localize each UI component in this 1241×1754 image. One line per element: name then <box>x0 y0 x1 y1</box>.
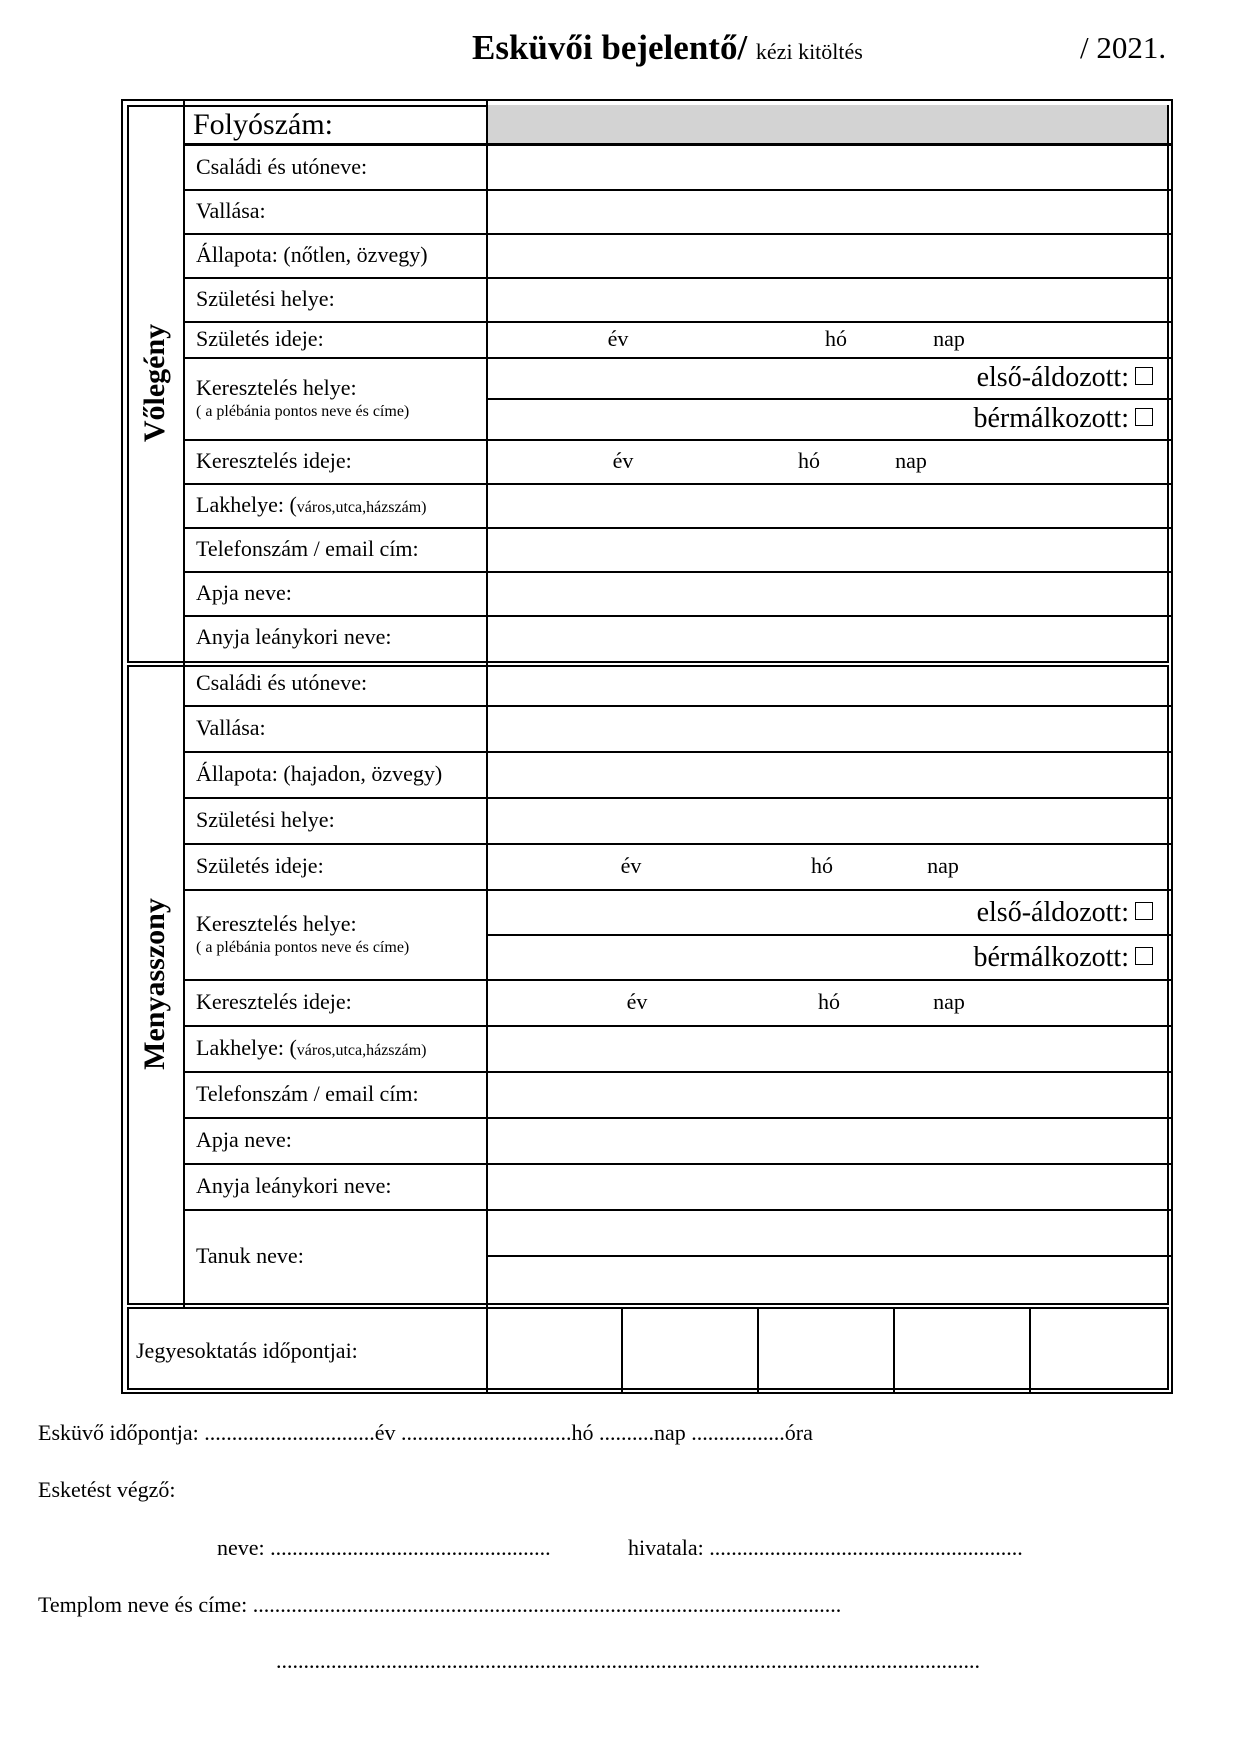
document-subtitle: kézi kitöltés <box>755 39 863 64</box>
bride-name-label: Családi és utóneve: <box>196 670 368 695</box>
church-line: Templom neve és címe: ........................................................................................................... <box>38 1592 842 1617</box>
officiant-label: Esketést végző: <box>38 1477 176 1502</box>
groom-baptism-place-note: ( a plébánia pontos neve és címe) <box>196 403 410 420</box>
bride-address-label: Lakhelye: (város,utca,házszám) <box>196 1035 427 1060</box>
witnesses-label: Tanuk neve: <box>196 1243 304 1268</box>
bride-confirmed-checkbox[interactable] <box>1135 947 1153 965</box>
bride-birthdate-label: Születés ideje: <box>196 853 324 878</box>
groom-father-label: Apja neve: <box>196 580 292 605</box>
groom-birthplace-label: Születési helye: <box>196 286 335 311</box>
row-divider <box>183 1025 1171 1027</box>
folyoszam-divider <box>183 143 1171 146</box>
row-divider <box>183 843 1171 845</box>
row-divider <box>183 979 1171 981</box>
bride-birth-day: nap <box>927 853 959 878</box>
bride-baptism-place-note: ( a plébánia pontos neve és címe) <box>196 939 410 956</box>
folyoszam-label: Folyószám: <box>193 108 333 141</box>
bride-baptism-date-label: Keresztelés ideje: <box>196 989 352 1014</box>
row-divider <box>183 797 1171 799</box>
document-year: / 2021. <box>1080 30 1167 65</box>
course-divider-4 <box>1029 1307 1031 1394</box>
row-divider <box>183 705 1171 707</box>
wedding-time-line: Esküvő időpontja: ...............................év ...............................hó ..........nap .................óra <box>38 1420 813 1445</box>
course-divider-2 <box>757 1307 759 1394</box>
groom-mother-label: Anyja leánykori neve: <box>196 624 392 649</box>
label-value-divider <box>486 101 488 1394</box>
row-divider <box>183 189 1171 191</box>
folyoszam-field[interactable] <box>488 105 1167 143</box>
row-divider <box>183 483 1171 485</box>
groom-birth-year: év <box>607 326 629 351</box>
bride-baptism-place-label: Keresztelés helye: <box>196 911 357 936</box>
course-divider-1 <box>621 1307 623 1394</box>
row-divider <box>183 615 1171 617</box>
church-line-continuation: ................................................................................................................................ <box>276 1648 980 1673</box>
groom-religion-label: Vallása: <box>196 198 266 223</box>
bride-baptism-year: év <box>626 989 648 1014</box>
groom-confirmed-checkbox[interactable] <box>1135 408 1153 426</box>
officiant-office-line: hivatala: ......................................................... <box>628 1535 1023 1560</box>
groom-birth-month: hó <box>825 326 847 351</box>
groom-baptism-year: év <box>612 448 634 473</box>
row-divider <box>183 1117 1171 1119</box>
row-divider <box>183 277 1171 279</box>
row-divider <box>183 571 1171 573</box>
groom-baptism-date-label: Keresztelés ideje: <box>196 448 352 473</box>
groom-contact-label: Telefonszám / email cím: <box>196 536 419 561</box>
row-divider <box>183 527 1171 529</box>
row-divider <box>486 1255 1171 1257</box>
groom-address-label: Lakhelye: (város,utca,házszám) <box>196 492 427 517</box>
bride-birthplace-label: Születési helye: <box>196 807 335 832</box>
bride-birth-year: év <box>620 853 642 878</box>
course-dates-label: Jegyesoktatás időpontjai: <box>136 1338 358 1363</box>
bride-baptism-month: hó <box>818 989 840 1014</box>
bride-confirmed: bérmálkozott: <box>973 942 1153 974</box>
bride-first-communion-checkbox[interactable] <box>1135 902 1153 920</box>
row-divider <box>183 321 1171 323</box>
groom-baptism-day: nap <box>895 448 927 473</box>
bride-religion-label: Vallása: <box>196 715 266 740</box>
row-divider <box>486 398 1171 400</box>
row-divider <box>486 934 1171 936</box>
row-divider <box>183 233 1171 235</box>
bride-mother-label: Anyja leánykori neve: <box>196 1173 392 1198</box>
groom-confirmed: bérmálkozott: <box>973 403 1153 435</box>
bride-status-label: Állapota: (hajadon, özvegy) <box>196 761 443 786</box>
row-divider <box>183 1209 1171 1211</box>
officiant-name-line: neve: ................................................... <box>217 1535 551 1560</box>
row-divider <box>183 751 1171 753</box>
row-divider <box>183 1071 1171 1073</box>
groom-baptism-place-label: Keresztelés helye: <box>196 375 357 400</box>
groom-baptism-month: hó <box>798 448 820 473</box>
groom-first-communion-checkbox[interactable] <box>1135 367 1153 385</box>
groom-status-label: Állapota: (nőtlen, özvegy) <box>196 242 428 267</box>
groom-section-label: Vőlegény <box>138 323 171 443</box>
section-label-divider <box>183 101 185 1307</box>
groom-name-label: Családi és utóneve: <box>196 154 368 179</box>
groom-first-communion: első-áldozott: <box>977 362 1153 394</box>
bride-section-label: Menyasszony <box>138 898 171 1070</box>
row-divider <box>183 357 1171 359</box>
groom-birth-day: nap <box>933 326 965 351</box>
row-divider <box>183 439 1171 441</box>
document-header <box>0 28 1241 78</box>
course-divider-3 <box>893 1307 895 1394</box>
groom-birthdate-label: Születés ideje: <box>196 326 324 351</box>
bride-contact-label: Telefonszám / email cím: <box>196 1081 419 1106</box>
bride-first-communion: első-áldozott: <box>977 897 1153 929</box>
bride-baptism-day: nap <box>933 989 965 1014</box>
registration-form <box>121 99 1173 1394</box>
row-divider <box>183 1163 1171 1165</box>
bride-birth-month: hó <box>811 853 833 878</box>
bride-father-label: Apja neve: <box>196 1127 292 1152</box>
row-divider <box>183 889 1171 891</box>
document-title: Esküvői bejelentő/ kézi kitöltés <box>472 28 863 67</box>
